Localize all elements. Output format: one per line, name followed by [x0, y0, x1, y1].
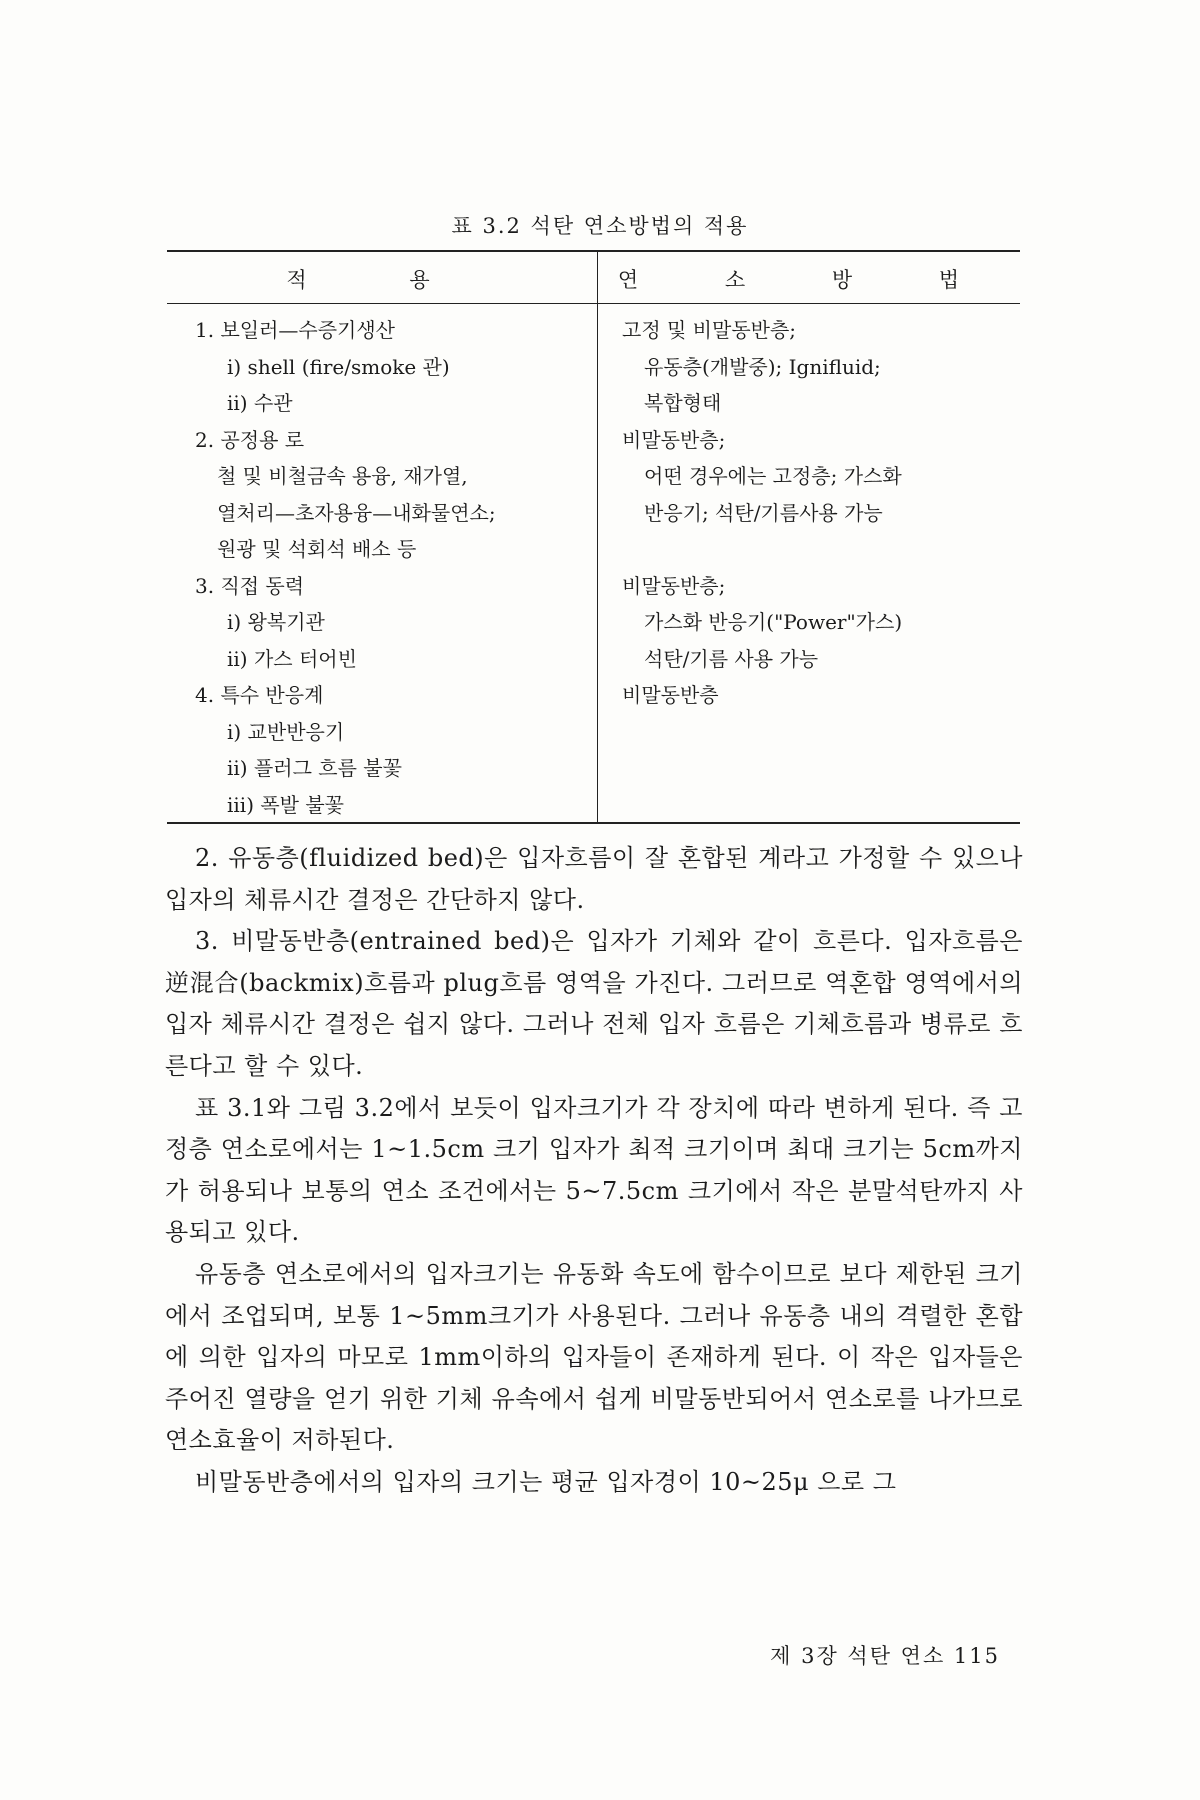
- table-line: i) 교반반응기: [227, 719, 345, 744]
- table-line: i) shell (fire/smoke 관): [227, 354, 450, 379]
- table-line: 철 및 비철금속 용융, 재가열,: [217, 464, 468, 488]
- table-line: 비말동반층;: [622, 573, 726, 598]
- table-line: 1. 보일러—수증기생산: [195, 318, 395, 342]
- table-line: 4. 특수 반응계: [195, 683, 324, 707]
- header-application: 적 용: [286, 268, 478, 292]
- table-line: 어떤 경우에는 고정층; 가스화: [644, 464, 902, 488]
- table-line: 반응기; 석탄/기름사용 가능: [644, 500, 883, 525]
- table-caption: 표 3.2 석탄 연소방법의 적용: [451, 214, 749, 238]
- page-footer: 제 3장 석탄 연소 115: [770, 1644, 1000, 1668]
- table-line: i) 왕복기관: [227, 610, 325, 634]
- paragraph: 비말동반층에서의 입자의 크기는 평균 입자경이 10~25μ 으로 그: [195, 1467, 897, 1496]
- spacer: [622, 531, 1020, 568]
- paragraph: 유동층 연소로에서의 입자크기는 유동화 속도에 함수이므로 보다 제한된 크기에서 조업되며, 보통 1~5mm크기가 사용된다. 그러나 유동층 내의 격렬한 혼합에 의한 입자의 마모로 1mm이하의 입자들이 존재하게 된다. 이 작은 입자들은 주어진 열량을 얻기 위한 기체 유속에서 쉽게 비말동반되어서 연소로를 나가므로 연소효율이 저하된다.: [165, 1259, 1023, 1455]
- column-divider: [597, 252, 598, 822]
- table-line: ii) 가스 터어빈: [227, 646, 357, 671]
- table-line: 열처리—초자용융—내화물연소;: [217, 500, 496, 525]
- paragraph: 3. 비말동반층(entrained bed)은 입자가 기체와 같이 흐른다. 입자흐름은 逆混合(backmix)흐름과 plug흐름 영역을 가진다. 그러므로 역혼합 영역에서의 입자 체류시간 결정은 쉽지 않다. 그러나 전체 입자 흐름은 기체흐름과 병류로 흐른다고 할 수 있다.: [165, 927, 1023, 1080]
- table-line: 비말동반층: [622, 683, 719, 707]
- table-line: iii) 폭발 불꽃: [227, 792, 344, 817]
- table-line: 가스화 반응기("Power"가스): [644, 610, 903, 634]
- table-line: 2. 공정용 로: [195, 427, 305, 452]
- table-line: 고정 및 비말동반층;: [622, 318, 797, 342]
- body-text: [165, 838, 1023, 1504]
- coal-combustion-table: [167, 250, 1020, 824]
- paragraph: 표 3.1와 그림 3.2에서 보듯이 입자크기가 각 장치에 따라 변하게 된다. 즉 고정층 연소로에서는 1~1.5cm 크기 입자가 최적 크기이며 최대 크기는 5cm까지가 허용되나 보통의 연소 조건에서는 5~7.5cm 크기에서 작은 분말석탄까지 사용되고 있다.: [165, 1093, 1023, 1247]
- paragraph: 2. 유동층(fluidized bed)은 입자흐름이 잘 혼합된 계라고 가정할 수 있으나 입자의 체류시간 결정은 간단하지 않다.: [165, 844, 1023, 914]
- method-column: [622, 312, 1020, 714]
- table-line: 3. 직접 동력: [195, 573, 305, 598]
- table-line: 석탄/기름 사용 가능: [644, 646, 819, 671]
- table-line: 비말동반층;: [622, 427, 726, 452]
- table-line: ii) 플러그 흐름 불꽃: [227, 756, 402, 780]
- table-line: ii) 수관: [227, 391, 293, 415]
- table-line: 원광 및 석회석 배소 등: [217, 537, 417, 561]
- table-line: 유동층(개발중); Ignifluid;: [644, 354, 881, 379]
- table-line: 복합형태: [644, 391, 722, 415]
- application-column: [195, 312, 595, 823]
- header-rule: [167, 303, 1020, 304]
- header-combustion-method: 연 소 방 법: [617, 268, 1000, 292]
